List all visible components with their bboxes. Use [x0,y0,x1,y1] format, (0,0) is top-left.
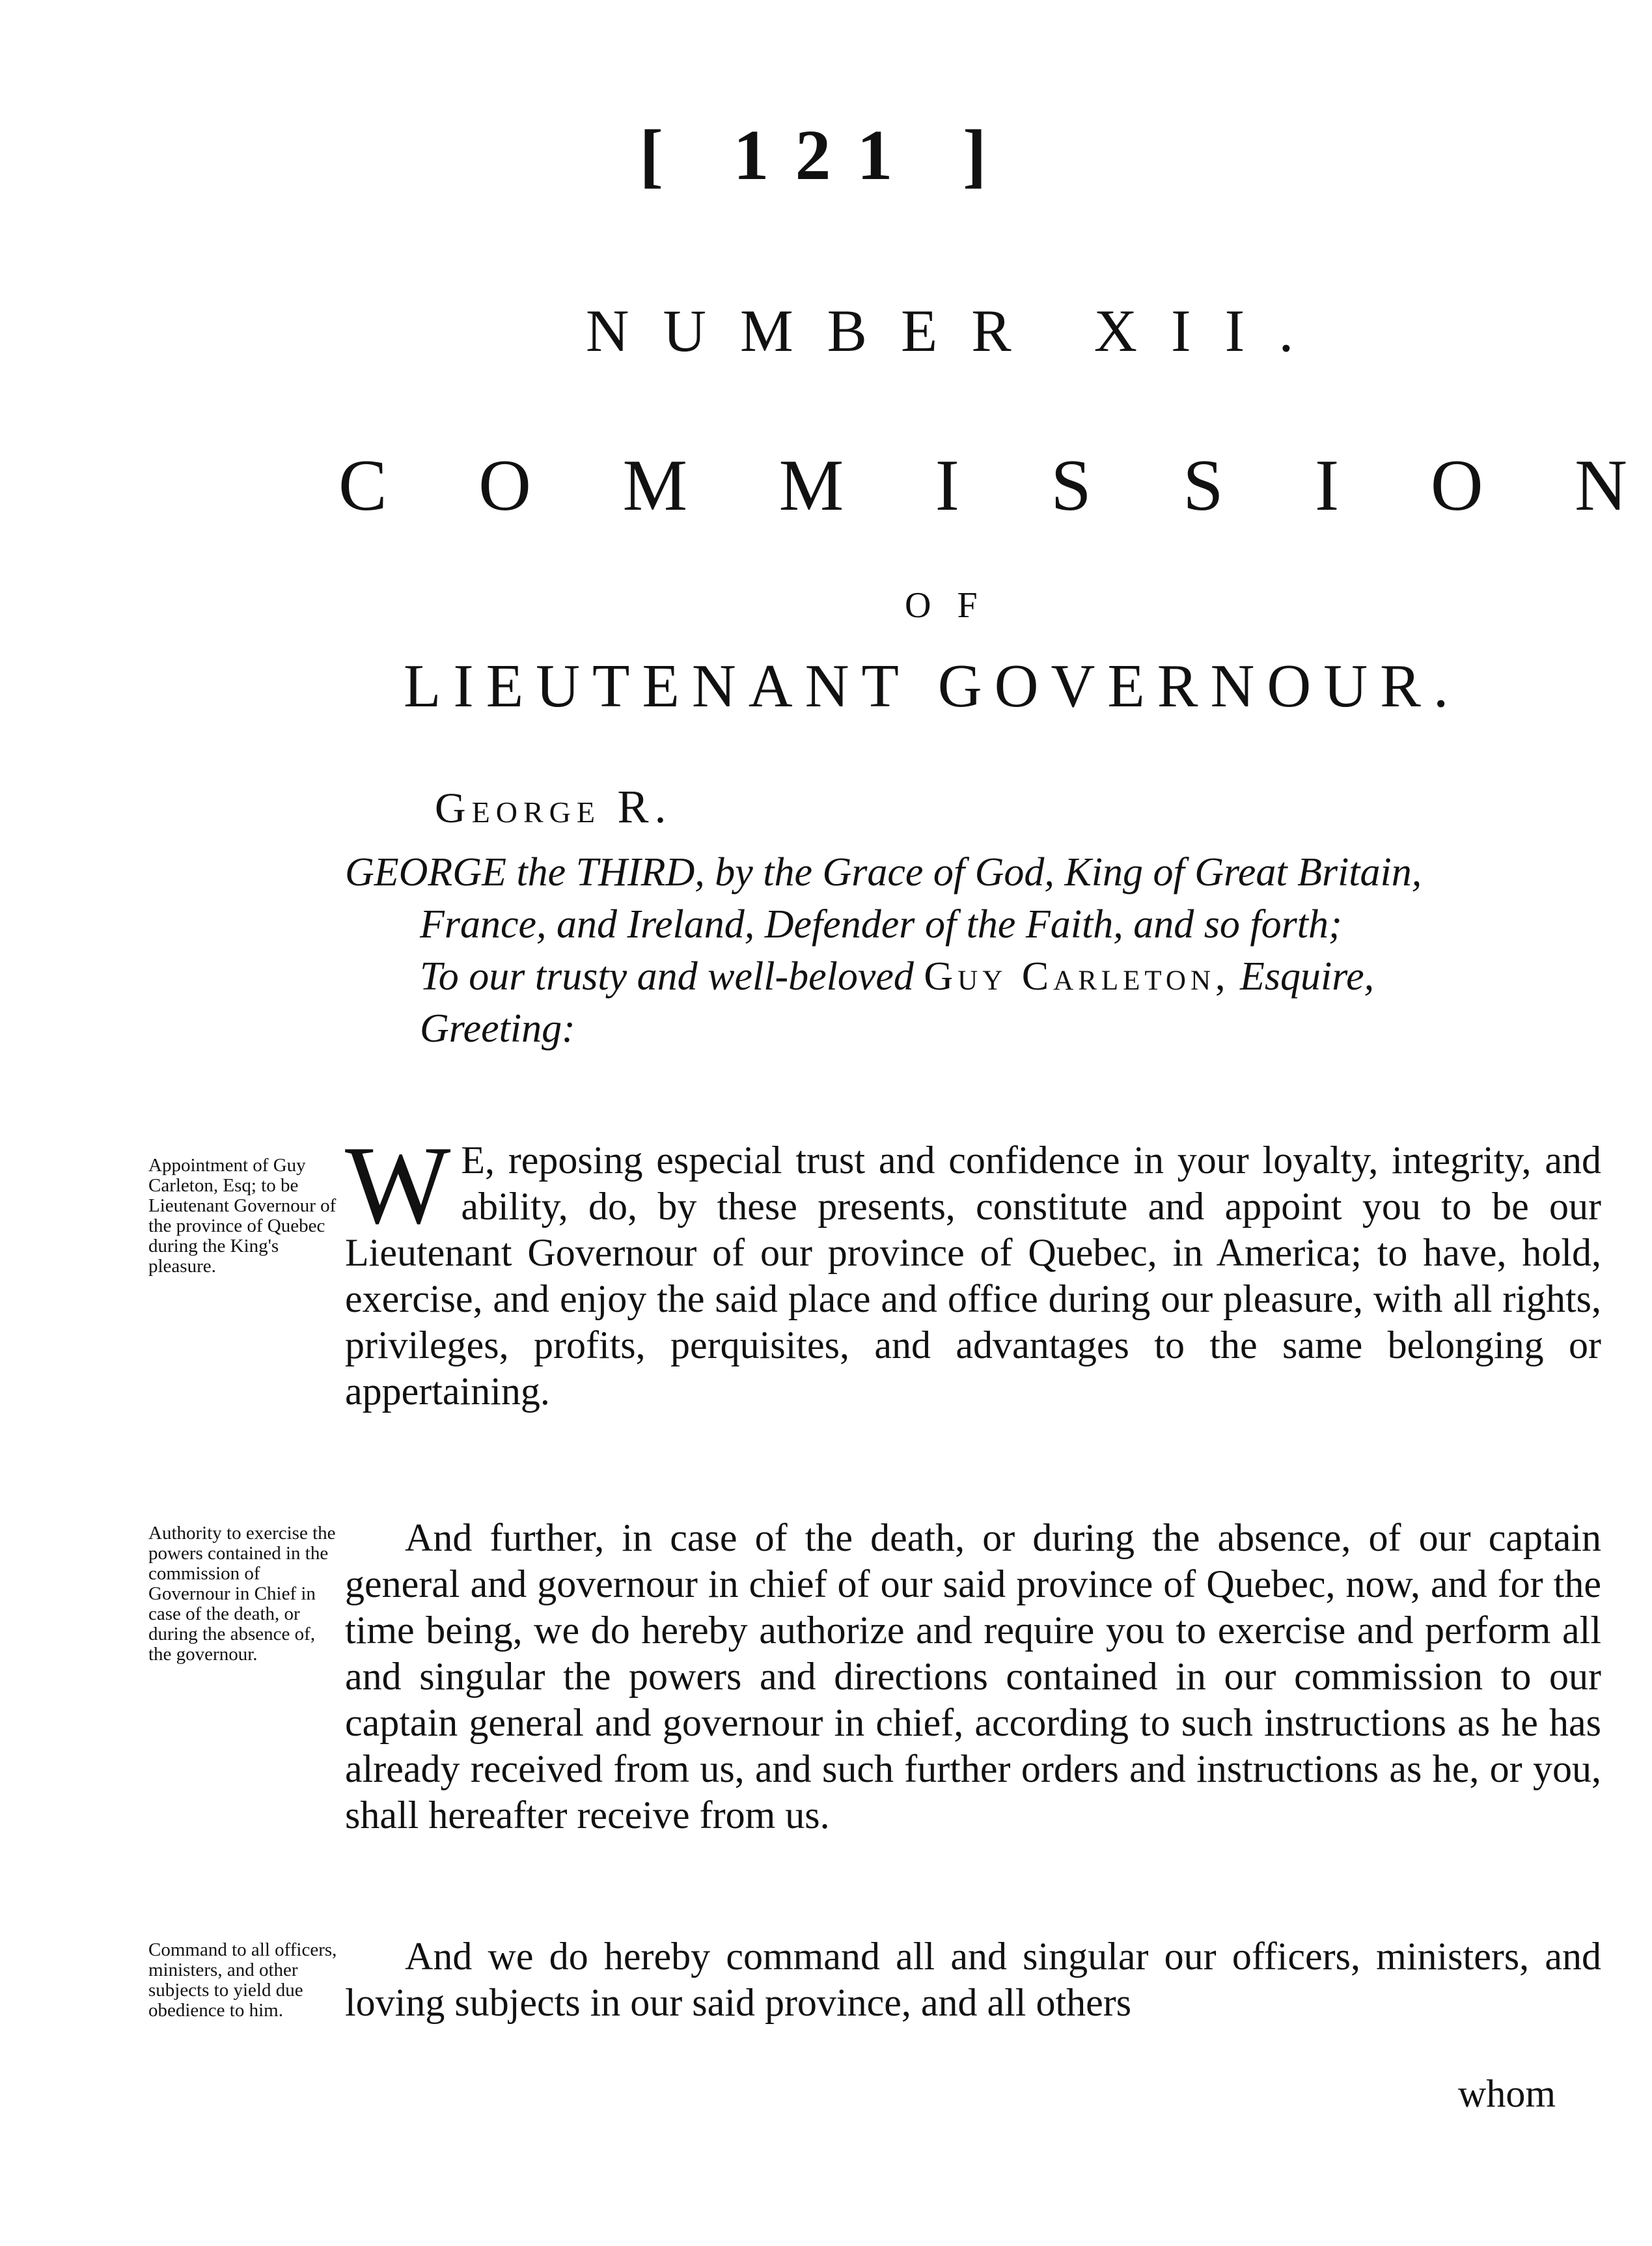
commission-letter: S [1183,445,1224,526]
commission-letter: O [1430,445,1483,526]
margin-note-appointment: Appointment of Guy Carleton, Esq; to be Lieutenant Governour of the province of Quebec during the King's pleasure. [148,1155,337,1277]
salutation [435,780,672,834]
addressee-name: Guy Carleton, [924,954,1230,999]
catchword: whom [1458,2072,1556,2115]
title-line: Greeting: [420,1006,575,1051]
paragraph-authority: And further, in case of the death, or during the absence, of our captain general and governour in chief of our said province of Quebec, now, and for the time being, we do hereby authorize and require you to exercise and perform all and singular the powers and directions contained in our commission to our captain general and governour in chief, according to such instructions as he has already received from us, and such further orders and instructions as he, or you, shall hereafter receive from us. [345,1516,1601,1837]
commission-letter: N [1575,445,1627,526]
title-line: France, and Ireland, Defender of the Faith, and so forth; [420,902,1342,947]
paragraph-text: E, reposing especial trust and confidence in your loyalty, integrity, and ability, do, by these presents, constitute and appoint you to be our Lieutenant Governour of our province of Quebec, in America; to have, hold, exercise, and enjoy the said place and office during our pleasure, with all rights, privileges, profits, perquisites, and advantages to the same belonging or appertaining. [345,1139,1601,1413]
number-heading: NUMBER XII. [586,298,1328,364]
drop-cap: W [345,1124,451,1247]
paragraph-command: And we do hereby command all and singular our officers, ministers, and loving subjects in our said province, and all others [345,1935,1601,2024]
margin-note-command: Command to all officers, ministers, and other subjects to yield due obedience to him. [148,1939,337,2021]
lieutenant-governour-heading: LIEUTENANT GOVERNOUR. [404,652,1461,720]
commission-letter: I [1314,445,1340,526]
paragraph-appointment [345,1124,1601,1415]
page-number: [ 121 ] [639,115,1013,195]
commission-letter: S [1051,445,1092,526]
commission-letter: I [935,445,959,526]
margin-note-authority: Authority to exercise the powers contained in the commission of Governour in Chief in case of the death, or during the absence of, the governour. [148,1523,336,1665]
of-heading: OF [905,585,1004,626]
title-line-prefix: To our trusty and well-beloved [420,954,914,999]
title-line: GEORGE the THIRD, by the Grace of God, King of Great Britain, [345,850,1422,894]
royal-title-block [345,846,1621,1055]
commission-letter: M [778,445,844,526]
commission-heading [338,445,1627,526]
commission-letter: C [338,445,387,526]
commission-letter: O [478,445,532,526]
title-line-suffix: Esquire, [1240,954,1375,999]
salutation-name: George [435,784,601,832]
salutation-mark: R. [617,781,672,833]
title-line [345,950,1621,1003]
commission-letter: M [622,445,688,526]
